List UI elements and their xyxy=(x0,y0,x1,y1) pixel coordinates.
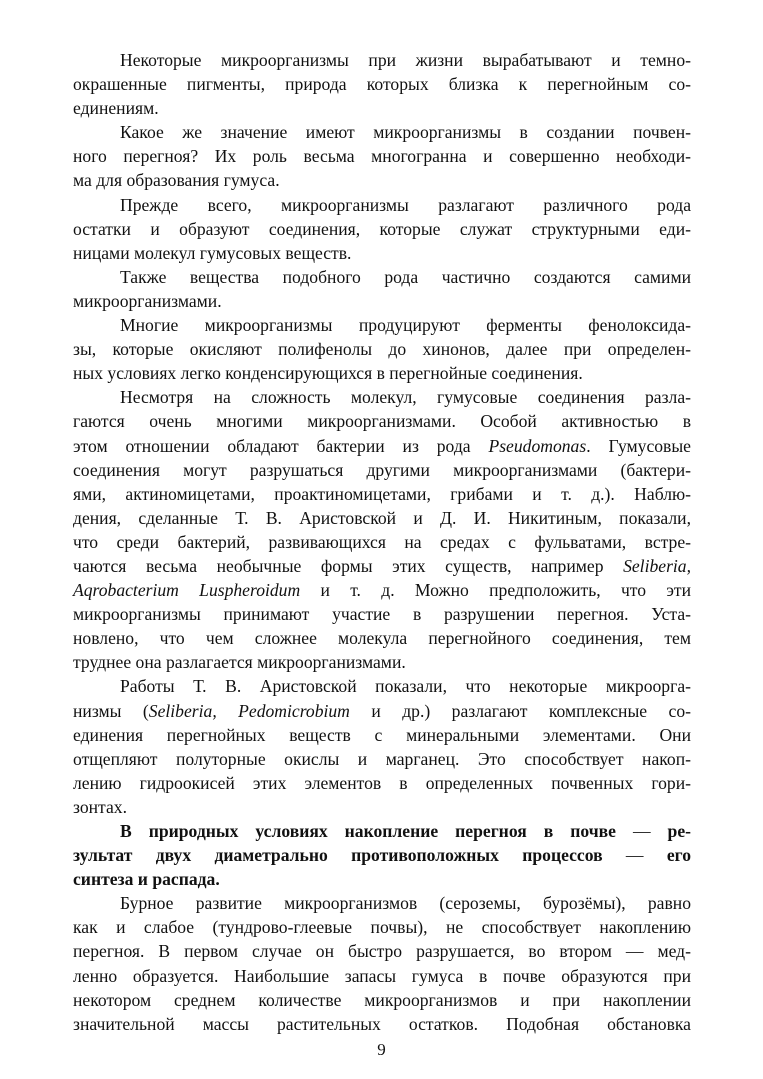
text-run: . Гумусовые xyxy=(586,435,691,456)
text-line: труднее она разлагается микроорганизмами. xyxy=(73,652,406,673)
text-line xyxy=(73,554,691,578)
text-line: Несмотря на сложность молекул, гумусовые соединения разла- xyxy=(120,387,691,408)
text-line xyxy=(73,843,691,867)
text-run: и др.) разлагают комплексные со- xyxy=(349,700,691,721)
text-line: значительной массы растительных остатков. Подобная обстановка xyxy=(73,1013,691,1034)
text-line: что среди бактерий, развивающихся на средах с фульватами, встре- xyxy=(73,531,691,552)
dash: — xyxy=(615,821,668,841)
page-body xyxy=(73,48,691,1036)
text-line: микроорганизмами. xyxy=(73,290,222,311)
text-line: остатки и образуют соединения, которые служат структурными еди- xyxy=(73,218,691,239)
text-line: синтеза и распада. xyxy=(73,869,220,890)
text-line: как и слабое (тундрово-глеевые почвы), не способствует накоплению xyxy=(73,917,691,938)
text-line xyxy=(73,578,691,602)
dash: — xyxy=(602,845,667,866)
text-line: Прежде всего, микроорганизмы разлагают различного рода xyxy=(120,194,691,215)
text-line: ных условиях легко конденсирующихся в перегнойные соединения. xyxy=(73,363,583,384)
text-line: ницами молекул гумусовых веществ. xyxy=(73,242,352,263)
page-number: 9 xyxy=(377,1040,386,1059)
text-line: единения перегнойных веществ с минеральными элементами. Они xyxy=(73,724,691,745)
text-line: Многие микроорганизмы продуцируют ферменты фенолоксида- xyxy=(120,315,691,336)
text-line: Работы Т. В. Аристовской показали, что некоторые микроорга- xyxy=(120,676,691,697)
genus-name: Seliberia, xyxy=(623,555,691,576)
text-line: единениям. xyxy=(73,98,159,119)
text-line: микроорганизмы принимают участие в разрушении перегноя. Уста- xyxy=(73,604,691,625)
text-line: ма для образования гумуса. xyxy=(73,170,280,191)
text-line xyxy=(73,819,691,843)
text-line: соединения могут разрушаться другими микроорганизмами (бактери- xyxy=(73,459,691,480)
text-line: Бурное развитие микроорганизмов (сероземы, бурозёмы), равно xyxy=(120,893,691,914)
text-line xyxy=(73,699,691,723)
text-line: зы, которые окисляют полифенолы до хинонов, далее при определен- xyxy=(73,339,691,360)
text-line: зонтах. xyxy=(73,796,127,817)
text-line: лению гидроокисей этих элементов в определенных почвенных гори- xyxy=(73,772,691,793)
text-line: некотором среднем количестве микроорганизмов и при накоплении xyxy=(73,989,691,1010)
genus-name: Pseudomonas xyxy=(488,435,587,456)
text-line: Какое же значение имеют микроорганизмы в создании почвен- xyxy=(120,122,691,143)
text-run: низмы ( xyxy=(73,700,149,721)
text-line: Некоторые микроорганизмы при жизни вырабатывают и темно- xyxy=(120,50,691,70)
genus-name: Seliberia, Pedomicrobium xyxy=(148,700,350,721)
text-run: чаются весьма необычные формы этих существ, например xyxy=(73,555,624,576)
text-line: гаются очень многими микроорганизмами. Особой активностью в xyxy=(73,411,691,432)
bold-run: зультат двух диаметрально противоположных процессов xyxy=(73,845,603,866)
text-run: этом отношении обладают бактерии из рода xyxy=(73,435,489,456)
text-line: дения, сделанные Т. В. Аристовской и Д. И. Никитиным, показали, xyxy=(73,507,691,528)
text-line: окрашенные пигменты, природа которых близка к перегнойным со- xyxy=(73,74,691,95)
text-run: и т. д. Можно предположить, что эти xyxy=(300,580,691,601)
text-line: Также вещества подобного рода частично создаются самими xyxy=(120,266,691,287)
bold-run: ре- xyxy=(667,821,691,841)
text-line xyxy=(73,434,691,458)
text-line: ями, актиномицетами, проактиномицетами, грибами и т. д.). Наблю- xyxy=(73,483,691,504)
text-line: перегноя. В первом случае он быстро разрушается, во втором — мед- xyxy=(73,941,691,962)
text-line: новлено, что чем сложнее молекула перегнойного соединения, тем xyxy=(73,628,691,649)
bold-run: его xyxy=(666,845,691,866)
bold-run: В природных условиях накопление перегноя в почве xyxy=(120,821,616,841)
text-line: ленно образуется. Наибольшие запасы гумуса в почве образуются при xyxy=(73,965,691,986)
text-line: отщепляют полуторные окислы и марганец. Это способствует накоп- xyxy=(73,748,691,769)
genus-name: Aqrobacterium Luspheroidum xyxy=(73,580,301,601)
text-line: ного перегноя? Их роль весьма многогранна и совершенно необходи- xyxy=(73,146,691,167)
